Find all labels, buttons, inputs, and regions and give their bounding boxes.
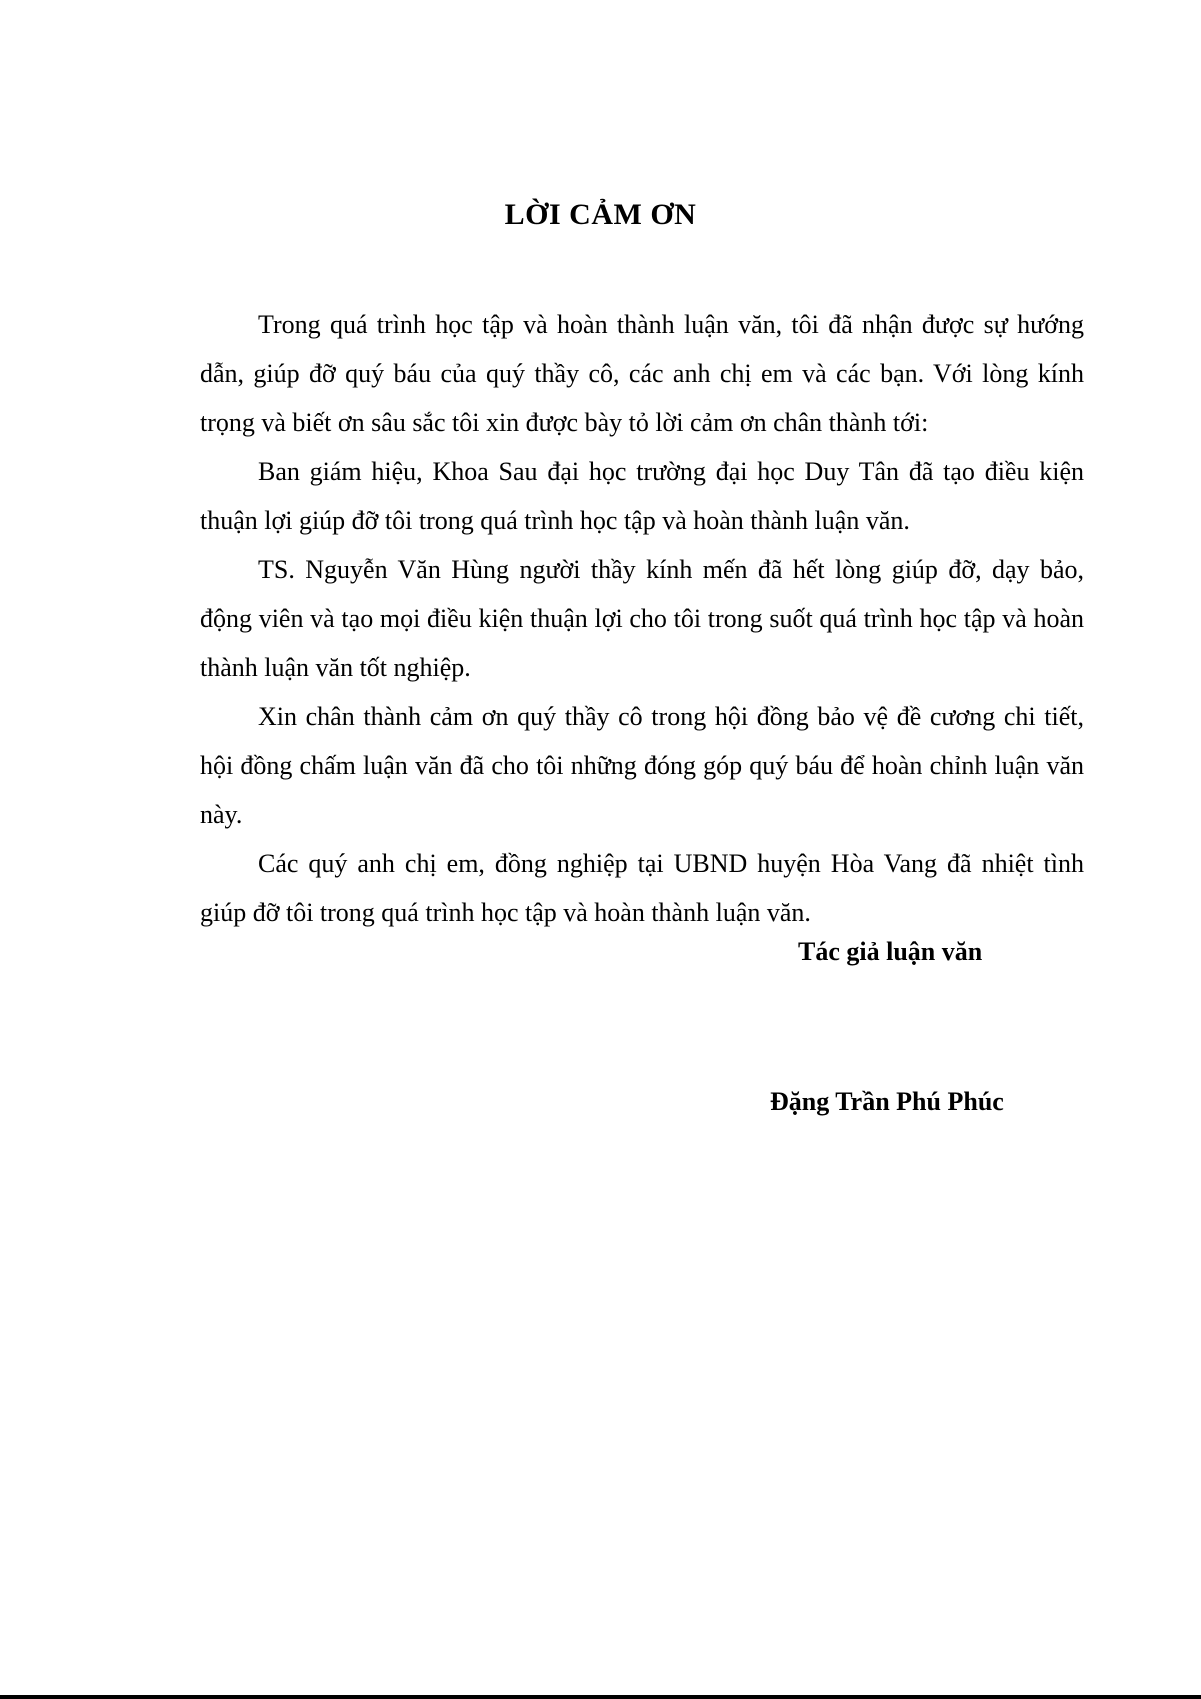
signature-name: Đặng Trần Phú Phúc: [770, 1087, 1004, 1116]
paragraph-4: Xin chân thành cảm ơn quý thầy cô trong hội đồng bảo vệ đề cương chi tiết, hội đồng chấm luận văn đã cho tôi những đóng góp quý báu để hoàn chỉnh luận văn này.: [200, 702, 1084, 829]
acknowledgement-body: [200, 300, 1084, 937]
signature-role: Tác giả luận văn: [798, 937, 983, 966]
page-bottom-divider: [0, 1695, 1201, 1699]
paragraph-2: Ban giám hiệu, Khoa Sau đại học trường đại học Duy Tân đã tạo điều kiện thuận lợi giúp đỡ tôi trong quá trình học tập và hoàn thành luận văn.: [200, 457, 1084, 535]
paragraph-3: TS. Nguyễn Văn Hùng người thầy kính mến đã hết lòng giúp đỡ, dạy bảo, động viên và tạo mọi điều kiện thuận lợi cho tôi trong suốt quá trình học tập và hoàn thành luận văn tốt nghiệp.: [200, 555, 1084, 682]
page-title: LỜI CẢM ƠN: [504, 198, 697, 231]
paragraph-5: Các quý anh chị em, đồng nghiệp tại UBND huyện Hòa Vang đã nhiệt tình giúp đỡ tôi trong quá trình học tập và hoàn thành luận văn.: [200, 849, 1084, 927]
paragraph-1: Trong quá trình học tập và hoàn thành luận văn, tôi đã nhận được sự hướng dẫn, giúp đỡ quý báu của quý thầy cô, các anh chị em và các bạn. Với lòng kính trọng và biết ơn sâu sắc tôi xin được bày tỏ lời cảm ơn chân thành tới:: [200, 310, 1084, 437]
